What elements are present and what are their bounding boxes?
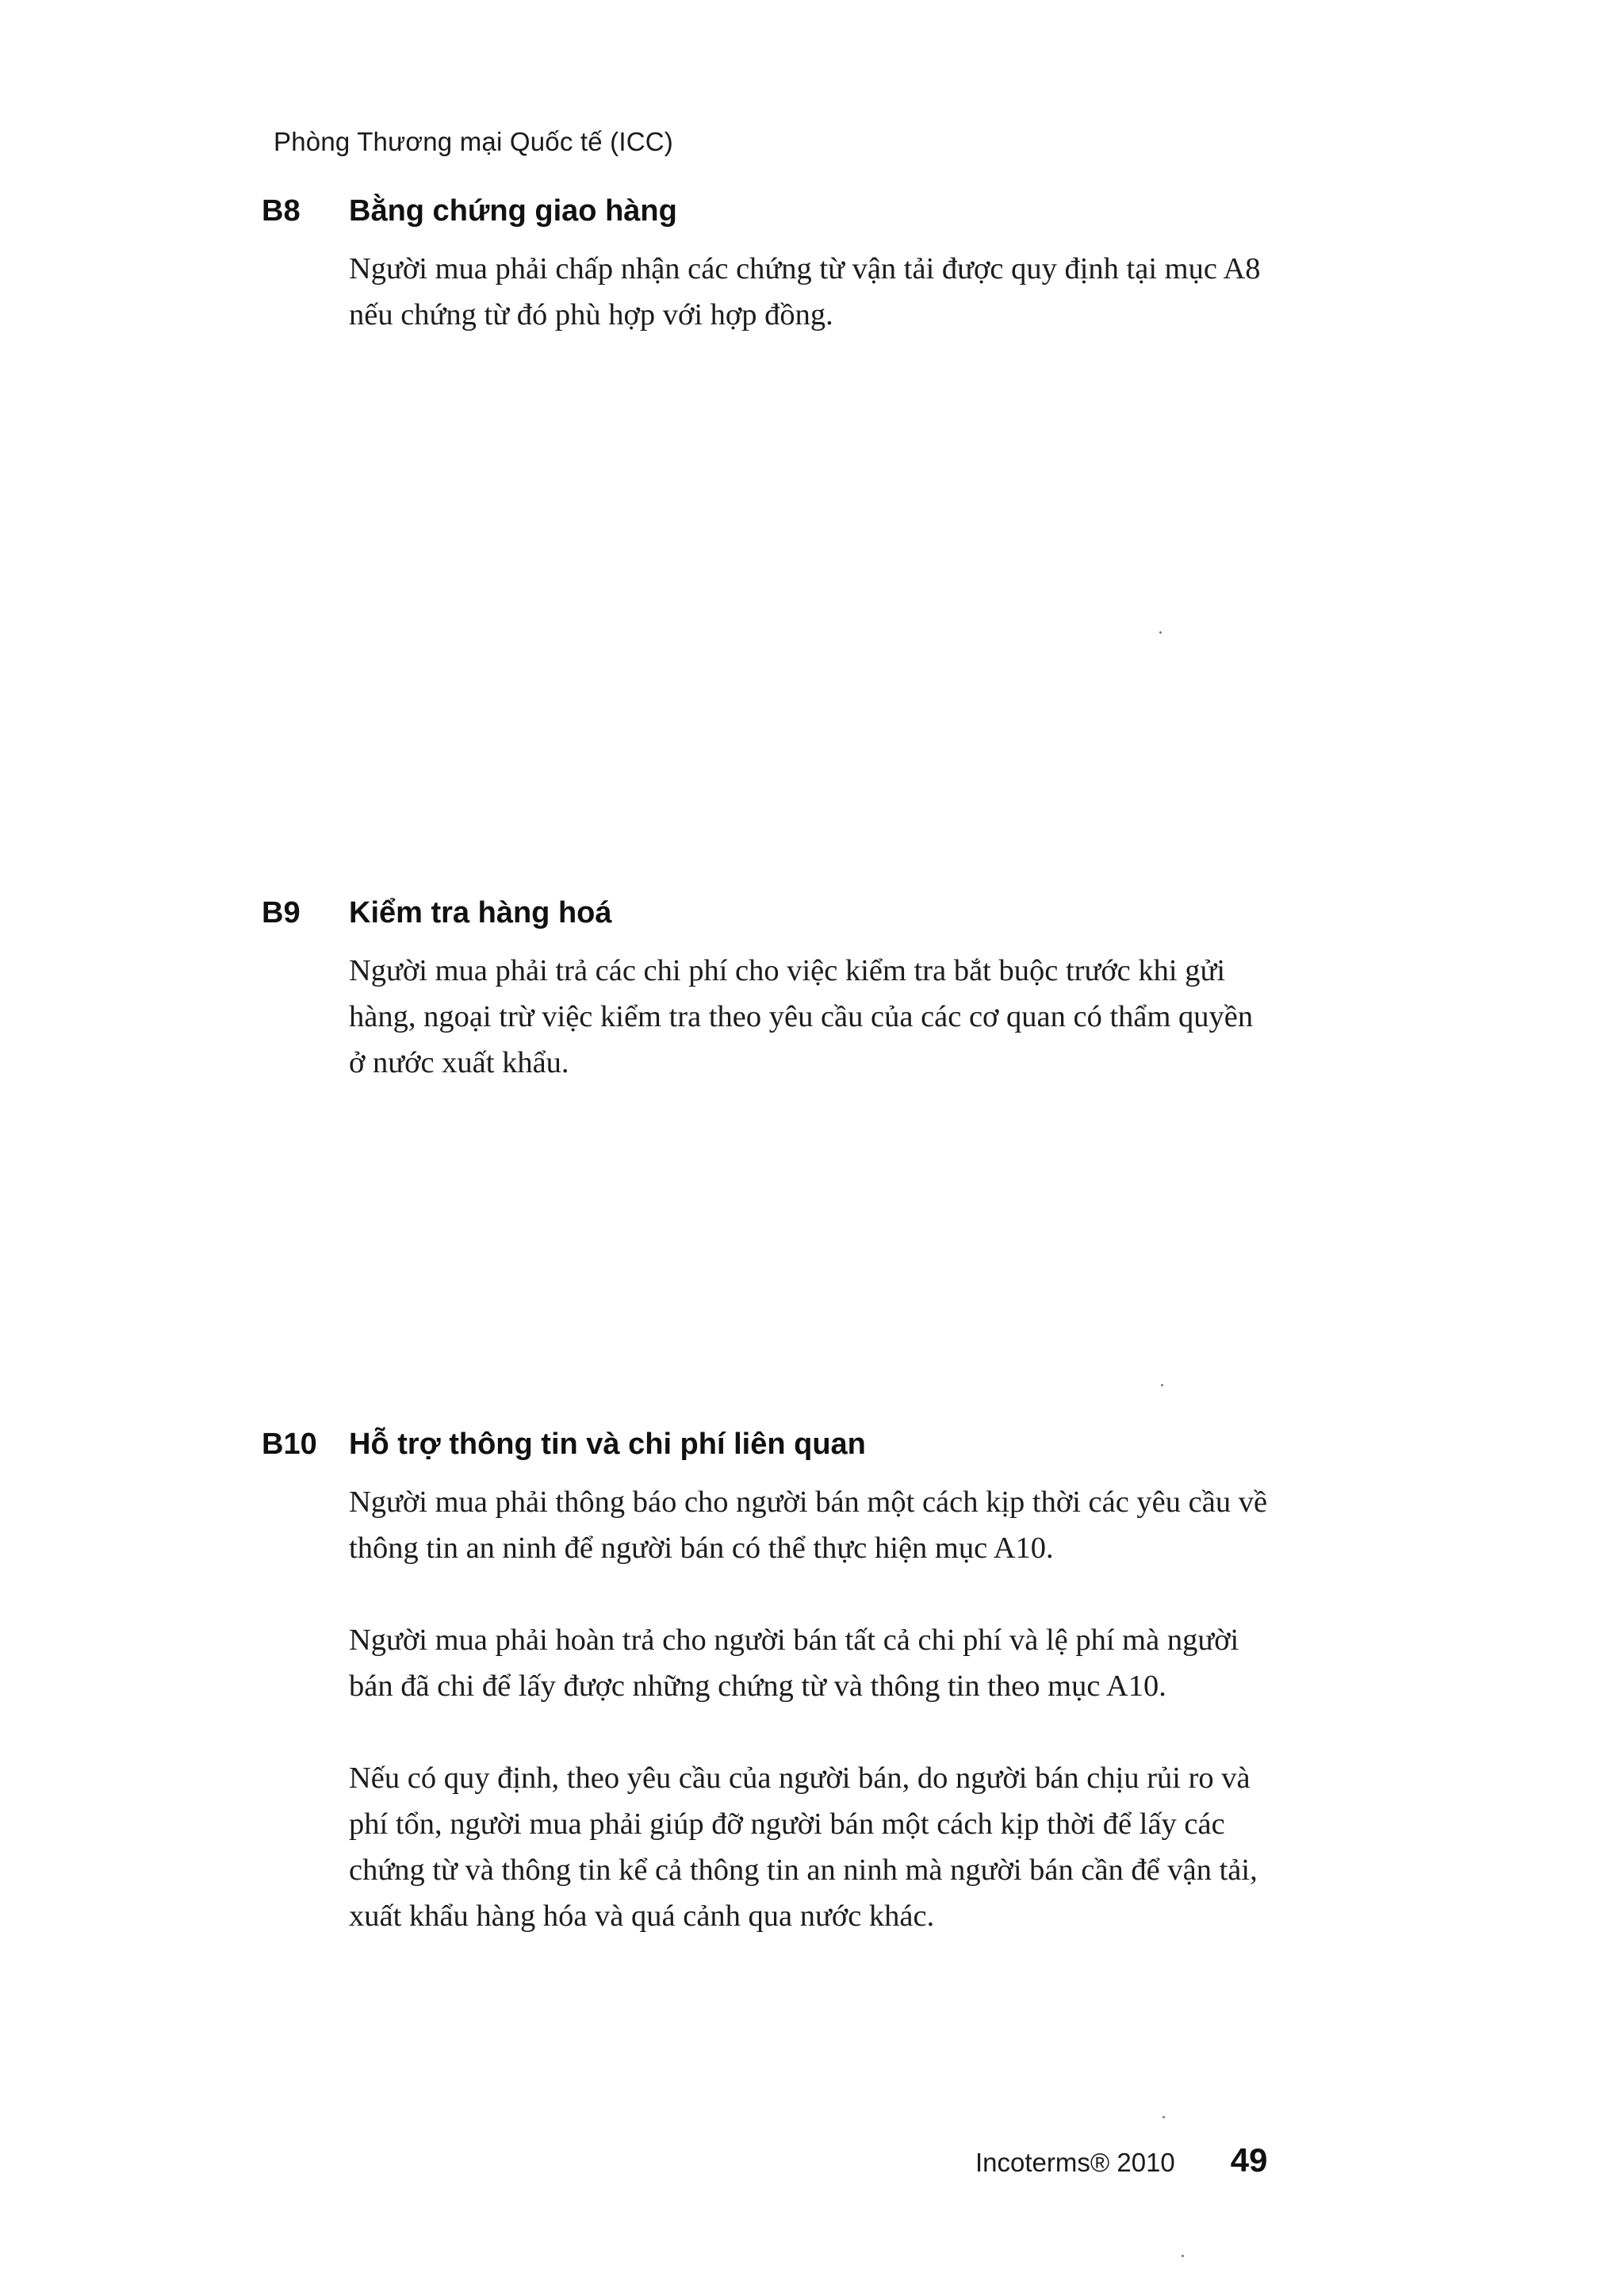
scan-speck	[1182, 2255, 1184, 2257]
section-paragraph: Người mua phải thông báo cho người bán một cách kịp thời các yêu cầu về thông tin an ninh để người bán có thể thực hiện mục A10.	[349, 1485, 1268, 1565]
section-heading	[262, 896, 1324, 930]
section-b9	[262, 896, 1324, 1117]
section-title: Bằng chứng giao hàng	[349, 194, 677, 228]
section-paragraph: Người mua phải hoàn trả cho người bán tất cả chi phí và lệ phí mà người bán đã chi để lấy được những chứng từ và thông tin theo mục A10.	[349, 1623, 1239, 1703]
section-paragraph: Người mua phải chấp nhận các chứng từ vận tải được quy định tại mục A8 nếu chứng từ đó phù hợp với hợp đồng.	[349, 252, 1261, 332]
section-heading	[262, 194, 1324, 228]
section-b8	[262, 194, 1324, 369]
scan-speck	[1159, 631, 1162, 634]
section-b10	[262, 1428, 1324, 1970]
page-footer	[975, 2141, 1268, 2179]
section-code: B9	[262, 896, 301, 930]
section-heading	[262, 1428, 1324, 1462]
page-number: 49	[1230, 2141, 1268, 2179]
section-code: B10	[262, 1428, 317, 1461]
book-title: Incoterms® 2010	[975, 2148, 1175, 2177]
scan-speck	[1161, 1384, 1163, 1386]
scan-speck	[1162, 2116, 1165, 2118]
running-header: Phòng Thương mại Quốc tế (ICC)	[274, 127, 673, 156]
section-paragraph: Nếu có quy định, theo yêu cầu của người bán, do người bán chịu rủi ro và phí tổn, người mua phải giúp đỡ người bán một cách kịp thời để lấy các chứng từ và thông tin kể cả thông tin an ninh mà người bán cần để vận tải, xuất khẩu hàng hóa và quá cảnh qua nước khác.	[349, 1761, 1258, 1933]
section-paragraph: Người mua phải trả các chi phí cho việc kiểm tra bắt buộc trước khi gửi hàng, ngoại trừ việc kiểm tra theo yêu cầu của các cơ quan có thẩm quyền ở nước xuất khẩu.	[349, 954, 1254, 1079]
section-code: B8	[262, 194, 301, 228]
section-title: Hỗ trợ thông tin và chi phí liên quan	[349, 1428, 866, 1461]
section-title: Kiểm tra hàng hoá	[349, 896, 612, 930]
